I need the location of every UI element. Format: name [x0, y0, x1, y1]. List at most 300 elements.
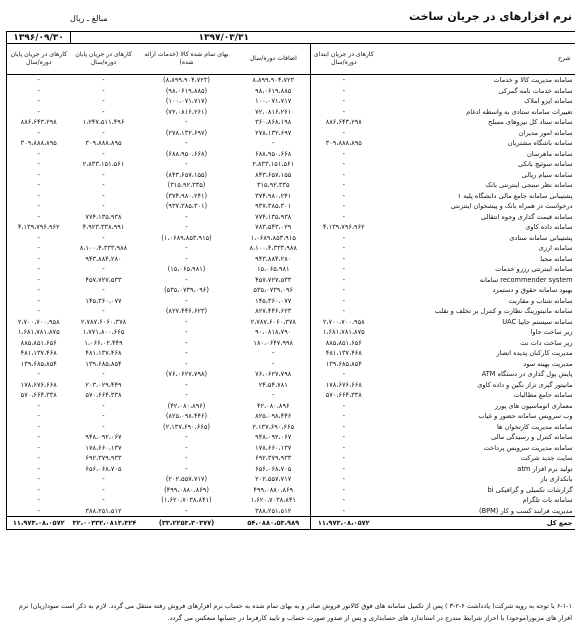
cell-description: زیر ساخت جاوا: [530, 328, 573, 336]
cell-additions: ۸۴۳،۶۵۷،۱۵۵: [255, 170, 292, 179]
cell-opening: -: [311, 485, 377, 496]
cell-additions: ۳۱۵،۹۲،۳۳۵: [256, 181, 290, 189]
cell-closing: ۱،۰۶۶،۰۲،۴۴۹: [84, 338, 123, 347]
cell-opening: ۵۷۰،۶۶۴،۳۳۸: [311, 390, 377, 401]
cell-additions: ۱،۶۲۰،۷۰۳۸،۸۴۱: [250, 496, 296, 504]
cell-description: بهبود سامانه حقوق و دستمزد: [492, 286, 573, 294]
cell-additions: ۲،۷۸۷،۶۰۶۰،۳۷۸: [250, 317, 296, 326]
cell-opening: ۸۸۶،۶۴۳،۲۹۸: [311, 117, 377, 128]
cell-closing: ۵۷۰،۶۶۴،۳۳۸: [85, 391, 122, 399]
cell-prior-closing: -: [7, 432, 71, 443]
cell-opening: ۱،۶۸۱،۷۸۱،۸۷۵: [311, 327, 377, 338]
table-row: [7, 191, 575, 202]
table-row: [7, 306, 575, 317]
total-additions: ۵۴،۰۸۸۰،۵۳،۹۸۹: [237, 517, 311, 530]
cell-opening: -: [311, 443, 377, 454]
cell-additions: ۲،۸۳۳،۱۵۱،۵۶۱: [252, 160, 295, 168]
cell-additions: ۶۸۸،۹۵۰،۶۶۸: [255, 149, 292, 158]
table-row: [7, 96, 575, 107]
cell-prior-closing: -: [7, 254, 71, 265]
table-row: [7, 128, 575, 139]
cell-opening: -: [311, 369, 377, 380]
cell-description: recommender system سامانه: [479, 275, 573, 284]
cell-additions: ۷۶،۰۶۲۷،۷۹۸: [255, 370, 292, 378]
cell-closing: -: [102, 422, 105, 431]
cell-closing: -: [102, 149, 105, 158]
cell-additions: ۲۴،۵۴،۷۸۱: [258, 380, 288, 389]
cell-closing: -: [102, 107, 105, 116]
total-row: [7, 517, 575, 530]
cell-closing: -: [102, 485, 105, 494]
cell-opening: ۱۷۸،۶۷۶،۶۶۸: [311, 380, 377, 391]
cell-transfers: (۸۴۳،۶۵۷،۱۵۵): [165, 170, 208, 179]
table-row: [7, 275, 575, 286]
cell-transfers: (۵۳۵،۰۷۳۹،۰۹۶): [164, 286, 209, 294]
cell-additions: ۵۳۵،۰۷۳۹،۰۹۶: [253, 286, 294, 294]
cell-prior-closing: -: [7, 128, 71, 139]
cell-description: سامانه سیام ریالی: [521, 170, 573, 179]
cell-additions: ۱۵،۰۶۵،۹۸۱: [256, 265, 290, 273]
table-row: [7, 222, 575, 233]
cell-transfers: (۸۲۷،۴۴۶،۶۲۳): [165, 307, 208, 315]
cell-opening: -: [311, 275, 377, 286]
col-opening: کارهای در جریان ابتدای دوره/سال: [311, 44, 377, 75]
cell-prior-closing: -: [7, 453, 71, 464]
cell-description: سامانه سوئیچ بانکی: [518, 160, 573, 168]
cell-prior-closing: -: [7, 170, 71, 181]
cell-transfers: -: [185, 296, 188, 305]
cell-prior-closing: -: [7, 495, 71, 506]
table-row: [7, 411, 575, 422]
col-description: شرح: [377, 44, 575, 75]
cell-opening: -: [311, 464, 377, 475]
cell-transfers: (۳۷۴،۹۸۰،۲۴۱): [165, 191, 208, 200]
cell-additions: ۸،۱۰۰،۴،۳۳۳،۹۸۸: [249, 244, 297, 252]
cell-opening: -: [311, 75, 377, 86]
cell-closing: ۱۳۹،۶۸۵،۸۵۴: [85, 359, 122, 368]
cell-transfers: (۷۲،۰۸۱۶،۲۶۱): [165, 107, 208, 116]
cell-transfers: -: [185, 275, 188, 284]
cell-additions: -: [272, 359, 275, 368]
cell-prior-closing: ۳۰۹،۸۸۸،۸۹۵: [7, 138, 71, 149]
cell-description: سامانه اینترنتی رزرو خدمات: [495, 265, 573, 273]
cell-closing: -: [102, 401, 105, 410]
cell-transfers: -: [185, 244, 188, 252]
cell-closing: -: [102, 181, 105, 189]
cell-opening: -: [311, 233, 377, 244]
cell-additions: -: [272, 139, 275, 147]
table-row: [7, 443, 575, 454]
table-row: [7, 380, 575, 391]
cell-additions: ۲۷۸،۱۳۲،۶۹۷: [255, 128, 292, 137]
cell-transfers: -: [185, 328, 188, 336]
total-transfers: (۳۳،۲۲۵۳،۳۰۳۷۷): [137, 517, 237, 530]
cell-opening: -: [311, 296, 377, 307]
cell-opening: -: [311, 254, 377, 265]
table-row: [7, 86, 575, 97]
cell-description: پشتیبانی سامانه جامع مالی دانشگاه پلیه ۱: [457, 191, 573, 200]
table-row: [7, 201, 575, 212]
cell-closing: -: [102, 475, 105, 483]
total-label: جمع کل: [377, 517, 575, 530]
cell-transfers: (۲،۱۳۷،۶۹۰،۶۶۵): [163, 422, 210, 431]
cell-opening: -: [311, 422, 377, 433]
cell-closing: -: [102, 286, 105, 294]
table-row: [7, 264, 575, 275]
cell-description: تغییرات سامانه ستادی به واسطه ادغام: [466, 107, 573, 116]
cell-closing: ۳۰۹،۸۸۸،۸۹۵: [85, 139, 122, 147]
cell-closing: ۴،۹۲۳،۳۳۸،۹۹۱: [82, 223, 125, 231]
cell-prior-closing: ۱،۶۸۱،۷۸۱،۸۷۵: [7, 327, 71, 338]
table-row: [7, 296, 575, 307]
cell-closing: ۷۷۴،۱۳۵،۹۳۸: [85, 212, 122, 221]
cell-prior-closing: -: [7, 149, 71, 160]
cell-closing: ۱۴۵،۳۶۰،۰۷۷: [85, 296, 122, 305]
cell-opening: -: [311, 107, 377, 118]
table-row: [7, 180, 575, 191]
cell-opening: ۲،۷۰۰،۷۰۰،۹۵۸: [311, 317, 377, 328]
cell-prior-closing: -: [7, 75, 71, 86]
cell-closing: ۶۵۶،۰۶۸،۷۰۵: [85, 464, 122, 473]
table-row: [7, 506, 575, 517]
table-row: [7, 212, 575, 223]
cell-additions: ۸۲۵،۰۹۸،۴۴۶: [255, 412, 292, 420]
cell-opening: -: [311, 159, 377, 170]
cell-additions: ۶۵۶،۰۶۸،۷۰۵: [255, 464, 292, 473]
cell-opening: -: [311, 180, 377, 191]
cell-prior-closing: -: [7, 212, 71, 223]
cell-description: سامانه جامع مطالبات: [513, 391, 573, 399]
cell-description: سامانه خدمات نامه گمرکی: [498, 86, 573, 95]
cell-description: مدیریت فرایند کسب و کار (BPM): [479, 506, 573, 515]
col-closing: کارهای در جریان پایان دوره/سال: [71, 44, 137, 75]
cell-prior-closing: -: [7, 159, 71, 170]
cell-closing: ۴۸۱،۱۳۷،۴۶۸: [85, 349, 122, 357]
col-additions: اضافات دوره/سال: [237, 44, 311, 75]
table-row: [7, 453, 575, 464]
cell-additions: ۳۶۰،۸۶۸،۱۹۸: [255, 118, 292, 126]
cell-additions: ۹۴۳،۸۸۴،۲۸۰: [255, 254, 292, 263]
cell-prior-closing: -: [7, 275, 71, 286]
cell-transfers: -: [185, 212, 188, 221]
cell-transfers: -: [185, 338, 188, 347]
table-row: [7, 464, 575, 475]
cell-closing: ۹۴۸،۰۹۲،۰۶۷: [85, 433, 122, 441]
cell-additions: ۹۳۷،۳۸۵،۳۰۱: [255, 202, 292, 210]
cell-opening: -: [311, 212, 377, 223]
cell-opening: -: [311, 191, 377, 202]
cell-additions: ۷۲،۰۸۱۶،۲۶۱: [255, 107, 292, 116]
cell-closing: ۶۹۲،۳۷۹،۹۳۳: [85, 454, 122, 462]
cell-prior-closing: -: [7, 506, 71, 517]
cell-transfers: (۹۸،۰۶۱۹،۸۸۵): [165, 86, 208, 95]
cell-description: سامانه ستاد کل نیروهای مسلح: [487, 118, 573, 126]
cell-prior-closing: -: [7, 485, 71, 496]
cell-closing: -: [102, 76, 105, 84]
cell-additions: ۲۰۲،۵۵۷،۷۱۷: [255, 475, 292, 483]
cell-closing: -: [102, 412, 105, 420]
cell-closing: ۲،۷۸۷،۶۰۶۰،۳۷۸: [80, 317, 127, 326]
cell-closing: -: [102, 265, 105, 273]
cell-closing: ۸،۱۰۰،۴،۳۳۳،۹۸۸: [79, 244, 128, 252]
cell-additions: ۹۰،۰۸۱۸،۷۹۰: [255, 328, 292, 336]
cell-description: سامانه مدیریت سرویس پرداخت: [483, 443, 573, 452]
total-prior: ۱۱،۹۷۳،۰۸،۰۵۷۲: [7, 517, 71, 530]
cell-opening: -: [311, 401, 377, 412]
cell-prior-closing: ۱۷۸،۶۷۶،۶۶۸: [7, 380, 71, 391]
cell-closing: ۳۸۸،۲۵۱،۵۱۲: [85, 506, 122, 515]
cell-additions: ۴۵۷،۷۲۷،۵۳۳: [255, 275, 292, 284]
cell-additions: ۶۹۲،۳۷۹،۹۳۳: [255, 454, 292, 462]
cell-prior-closing: -: [7, 285, 71, 296]
table-row: [7, 317, 575, 328]
cell-opening: -: [311, 86, 377, 97]
table-row: [7, 254, 575, 265]
cell-closing: ۱،۲۴۷،۵۱۱،۴۹۶: [82, 118, 125, 126]
cell-description: بانکداری باز: [540, 475, 573, 483]
cell-description: سامانه داده کاوی: [525, 223, 573, 231]
table-row: [7, 327, 575, 338]
cell-opening: ۴،۱۳۹،۷۹۶،۹۶۲: [311, 222, 377, 233]
cell-prior-closing: -: [7, 180, 71, 191]
cell-additions: ۳۸۸،۲۵۱،۵۱۲: [255, 506, 292, 515]
cell-transfers: (۳۱۵،۹۲،۳۳۵): [167, 181, 206, 189]
cell-prior-closing: -: [7, 86, 71, 97]
col-transfers: بهای تمام شده کالا (خدمات ارائه شده): [137, 44, 237, 75]
cell-additions: ۱۴۵،۳۶۰،۰۷۷: [255, 296, 292, 305]
cell-description: سامانه مدیریت کارتخوان ها: [497, 422, 573, 431]
cell-description: سایت جدید شرکت: [520, 454, 573, 462]
cell-additions: ۹۴۸،۰۹۲،۰۶۷: [255, 433, 292, 441]
cell-closing: -: [102, 128, 105, 137]
cell-description: سامانه امور مدیران: [518, 128, 573, 137]
cell-opening: -: [311, 264, 377, 275]
cell-closing: -: [102, 496, 105, 504]
cell-transfers: (۶۸۸،۹۵۰،۶۶۸): [165, 149, 208, 158]
cell-opening: -: [311, 453, 377, 464]
cell-closing: ۲۰۳،۰۲۹،۴۴۹: [85, 380, 122, 389]
cell-prior-closing: -: [7, 96, 71, 107]
cell-closing: -: [102, 233, 105, 242]
col-prior-closing: کارهای در جریان پایان دوره/سال: [7, 44, 71, 75]
cell-prior-closing: ۱۳۹،۶۸۵،۸۵۴: [7, 359, 71, 370]
cell-description: سامانه ارزی: [538, 244, 573, 252]
table-row: [7, 474, 575, 485]
table-row: [7, 495, 575, 506]
cell-closing: -: [102, 97, 105, 105]
cell-description: زیر ساخت دات نت: [520, 338, 573, 347]
page-title: نرم افزارهای در جریان ساخت: [408, 10, 572, 23]
cell-additions: ۱۰۰،۰۷۱،۷۱۷: [255, 97, 292, 105]
cell-transfers: -: [185, 317, 188, 326]
cell-closing: -: [102, 202, 105, 210]
cell-additions: ۳۷۴،۹۸۰،۲۴۱: [255, 191, 292, 200]
cell-transfers: (۲۷۸،۱۳۲،۶۹۷): [165, 128, 208, 137]
cell-closing: -: [102, 370, 105, 378]
cell-closing: ۲،۸۳۳،۱۵۱،۵۶۱: [82, 160, 125, 168]
cell-opening: -: [311, 149, 377, 160]
cell-additions: ۱،۰۶۸۹،۸۵۳،۹۱۵: [250, 233, 296, 242]
unit-label: مبالغ ـ ریال: [70, 14, 108, 23]
cell-additions: -: [272, 349, 275, 357]
table-row: [7, 117, 575, 128]
cell-description: سامانه شتاب و مقاربت: [508, 296, 573, 305]
cell-prior-closing: -: [7, 411, 71, 422]
table-row: [7, 159, 575, 170]
cell-transfers: (۸،۸۹۹،۹۰۴،۷۲۳): [163, 76, 210, 84]
cell-additions: ۴۲،۰۸۰،۸۹۶: [256, 401, 290, 410]
table-row: [7, 107, 575, 118]
cell-opening: -: [311, 243, 377, 254]
cell-transfers: -: [185, 454, 188, 462]
cell-transfers: (۱،۶۲۰،۷۰۳۸،۸۴۱): [161, 496, 212, 504]
cell-opening: ۱۳۹،۶۸۵،۸۵۴: [311, 359, 377, 370]
cell-closing: -: [102, 307, 105, 315]
cell-transfers: -: [185, 359, 188, 368]
cell-prior-closing: ۸۸۶،۶۴۳،۲۹۸: [7, 117, 71, 128]
cell-additions: ۷۸۳،۵۴۳،۰۲۹: [255, 223, 292, 231]
total-opening: ۱۱،۹۷۳،۰۸،۰۵۷۲: [311, 517, 377, 530]
cell-transfers: -: [185, 349, 188, 357]
cell-prior-closing: -: [7, 443, 71, 454]
cell-transfers: -: [185, 443, 188, 452]
cell-description: سامانه محبا: [540, 254, 573, 263]
cell-prior-closing: ۲،۷۰۰،۷۰۰،۹۵۸: [7, 317, 71, 328]
cell-opening: -: [311, 306, 377, 317]
table-row: [7, 359, 575, 370]
cell-description: سامانه مدیریت کالا و خدمات: [493, 76, 573, 84]
cell-prior-closing: -: [7, 191, 71, 202]
cell-transfers: -: [185, 160, 188, 168]
cell-prior-closing: -: [7, 306, 71, 317]
cell-prior-closing: ۴۸۱،۱۳۷،۴۶۸: [7, 348, 71, 359]
cell-description: سامانه کنترل و رسیدگی مالی: [491, 433, 573, 441]
cell-closing: ۴۵۷،۷۲۷،۵۳۳: [85, 275, 122, 284]
cell-transfers: (۷۶،۰۶۲۷،۷۹۸): [165, 370, 208, 378]
group-current-date: ۱۳۹۷/۰۳/۳۱: [71, 32, 377, 44]
cell-transfers: -: [185, 139, 188, 147]
cell-opening: -: [311, 285, 377, 296]
cell-prior-closing: -: [7, 243, 71, 254]
cell-description: سامانه قیمت گذاری وجوه انتقالی: [480, 212, 573, 221]
cell-opening: -: [311, 96, 377, 107]
cell-description: تولید نرم افزار atm: [517, 464, 573, 473]
cell-prior-closing: ۸۸۵،۸۵۱،۶۵۶: [7, 338, 71, 349]
table-row: [7, 485, 575, 496]
cell-prior-closing: -: [7, 107, 71, 118]
cell-description: وب سرویس سامانه حضور و غیاب: [478, 412, 573, 420]
cell-transfers: (۱۵،۰۶۵،۹۸۱): [167, 265, 206, 273]
cell-additions: ۹۸،۰۶۱۹،۸۸۵: [255, 86, 292, 95]
cell-description: سامانه بات تلگرام: [522, 496, 573, 504]
table-row: [7, 138, 575, 149]
cell-description: پشتیبانی سامانه ستادی: [509, 233, 573, 242]
cell-prior-closing: -: [7, 464, 71, 475]
cell-transfers: -: [185, 380, 188, 389]
table-row: [7, 390, 575, 401]
cell-additions: ۷۷۴،۱۳۵،۹۳۸: [255, 212, 292, 221]
cell-opening: -: [311, 506, 377, 517]
total-closing: ۳۲،۰۰۳۳۲،۰۸۱۳،۳۲۴: [71, 517, 137, 530]
cell-description: سامانه نظر سنجی اینترنتی بانک: [485, 181, 573, 189]
group-prior-date: ۱۳۹۶/۰۹/۳۰: [7, 32, 71, 44]
cell-transfers: (۸۲۵،۰۹۸،۴۴۶): [165, 412, 208, 420]
cell-additions: ۴۹۹،۰۸۸۰،۸۶۹: [253, 485, 294, 494]
cell-transfers: -: [185, 464, 188, 473]
cell-opening: ۸۸۵،۸۵۱،۶۵۶: [311, 338, 377, 349]
cell-description: سامانه ایزو املاک: [524, 97, 573, 105]
cell-transfers: (۹۳۷،۳۸۵،۳۰۱): [165, 202, 208, 210]
cell-prior-closing: -: [7, 296, 71, 307]
table-row: [7, 75, 575, 86]
cell-closing: ۱،۷۷۱،۸۰۰،۶۶۵: [82, 328, 125, 336]
cell-transfers: -: [185, 391, 188, 399]
cell-closing: -: [102, 86, 105, 95]
table-row: [7, 348, 575, 359]
table-row: [7, 432, 575, 443]
cell-closing: ۹۴۳،۸۸۴،۲۸۰: [85, 254, 122, 263]
cell-description: گزارشات تکمیلی و گرافیکی bi: [487, 485, 573, 494]
cell-closing: -: [102, 191, 105, 200]
cell-transfers: (۲۰۲،۵۵۷،۷۱۷): [165, 475, 208, 483]
cell-closing: -: [102, 170, 105, 179]
cell-prior-closing: -: [7, 401, 71, 412]
cell-transfers: (۱،۰۶۸۹،۸۵۳،۹۱۵): [161, 233, 212, 242]
cell-transfers: -: [185, 118, 188, 126]
cell-transfers: (۴۹۹،۰۸۸۰،۸۶۹): [164, 485, 209, 494]
cell-prior-closing: -: [7, 369, 71, 380]
cell-opening: -: [311, 128, 377, 139]
cell-opening: -: [311, 432, 377, 443]
cell-additions: -: [272, 391, 275, 399]
cell-opening: -: [311, 170, 377, 181]
cell-transfers: -: [185, 433, 188, 441]
cell-additions: ۱۷۸،۶۶۰،۱۳۷: [255, 443, 292, 452]
table-body: [7, 75, 575, 517]
table-row: [7, 422, 575, 433]
table-row: [7, 369, 575, 380]
cell-transfers: -: [185, 254, 188, 263]
cell-prior-closing: -: [7, 201, 71, 212]
cell-transfers: -: [185, 223, 188, 231]
cell-description: مدیریت بهینه سود: [523, 359, 573, 368]
table-row: [7, 233, 575, 244]
cell-opening: -: [311, 411, 377, 422]
cell-description: پایش پول گذاری در دستگاه ATM: [481, 370, 573, 378]
cell-additions: ۸۲۷،۴۴۶،۶۲۳: [255, 307, 292, 315]
table-row: [7, 243, 575, 254]
cell-additions: ۸،۸۹۹،۹۰۴،۷۲۳: [252, 76, 295, 84]
cell-description: درخواست در همراه بانک و پیشخوان اینترنتی: [450, 202, 573, 210]
cell-description: مدیریت کارکنان پدیده انصار: [496, 349, 573, 357]
cell-description: سامانه مانیتورینگ نظارت و کنترل بر تخلف و تقلب: [434, 307, 573, 315]
table-row: [7, 338, 575, 349]
cell-additions: ۱۸۰،۰۶۴۷،۹۹۸: [253, 338, 294, 347]
cell-opening: ۴۸۱،۱۳۷،۴۶۸: [311, 348, 377, 359]
cell-description: مانیتور گیری تراز نگین و داده کاوی: [477, 380, 573, 389]
cell-closing: ۱۷۸،۶۶۰،۱۳۷: [85, 443, 122, 452]
cell-opening: -: [311, 474, 377, 485]
table-row: [7, 401, 575, 412]
table-row: [7, 170, 575, 181]
cell-opening: -: [311, 201, 377, 212]
cell-transfers: (۱۰۰،۰۷۱،۷۱۷): [165, 97, 208, 105]
cell-description: معماری اتوماسیون های پورز: [494, 401, 573, 410]
cell-description: سامانه سیستم جایبا UAC: [502, 317, 573, 326]
cell-prior-closing: -: [7, 474, 71, 485]
cell-description: سامانه ماهرسان: [526, 149, 573, 158]
cell-description: سامانه باشگاه مشتریان: [507, 139, 573, 147]
